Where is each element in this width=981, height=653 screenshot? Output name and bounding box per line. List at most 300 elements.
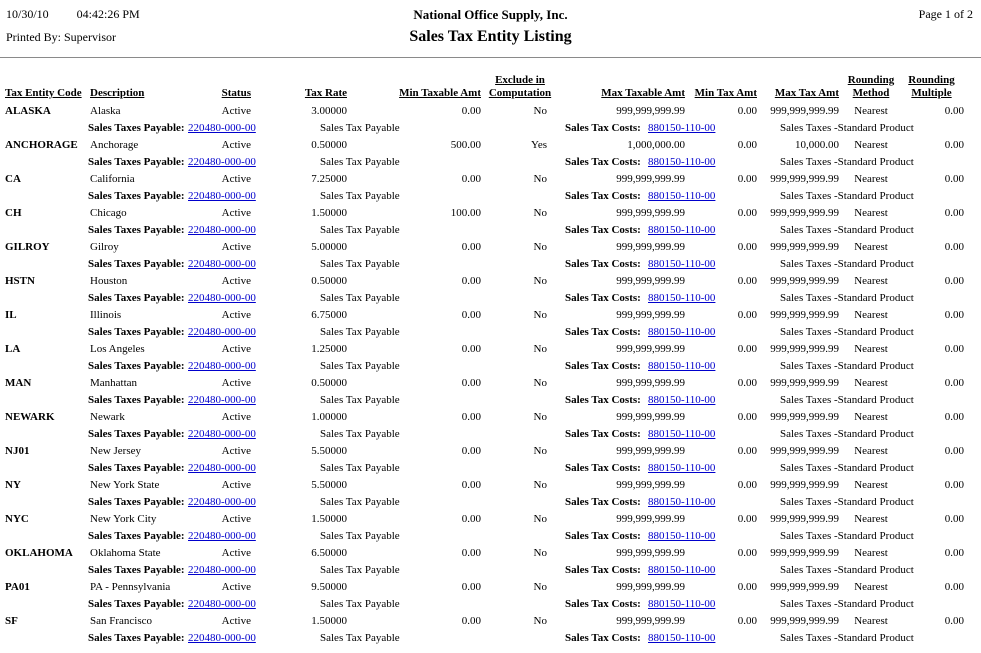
entity-max-tax-amt: 999,999,999.99 (770, 513, 839, 525)
account-row (0, 189, 981, 205)
sales-tax-costs-label: Sales Tax Costs: (565, 564, 641, 576)
costs-account-link[interactable]: 880150-110-00 (648, 496, 716, 508)
payable-account-description: Sales Tax Payable (320, 394, 400, 406)
entity-tax-rate: 3.00000 (311, 105, 347, 117)
entity-rounding-multiple: 0.00 (944, 445, 964, 457)
costs-account-description: Sales Taxes -Standard Product (780, 190, 914, 202)
entity-code: NJ01 (5, 445, 30, 457)
entity-description: Houston (90, 275, 128, 287)
entity-tax-rate: 0.50000 (311, 377, 347, 389)
payable-account-link[interactable]: 220480-000-00 (188, 326, 256, 338)
entity-max-tax-amt: 999,999,999.99 (770, 207, 839, 219)
entity-max-tax-amt: 999,999,999.99 (770, 105, 839, 117)
entity-max-taxable-amt: 999,999,999.99 (616, 241, 685, 253)
entity-min-tax-amt: 0.00 (737, 275, 757, 287)
payable-account-link[interactable]: 220480-000-00 (188, 632, 256, 644)
costs-account-link[interactable]: 880150-110-00 (648, 428, 716, 440)
entity-min-taxable-amt: 0.00 (461, 547, 481, 559)
entity-min-taxable-amt: 0.00 (461, 445, 481, 457)
account-row (0, 495, 981, 511)
costs-account-description: Sales Taxes -Standard Product (780, 224, 914, 236)
entity-description: California (90, 173, 135, 185)
entity-min-taxable-amt: 0.00 (461, 581, 481, 593)
entity-row (0, 171, 981, 189)
entity-rounding-method: Nearest (854, 105, 888, 117)
sales-tax-costs-label: Sales Tax Costs: (565, 428, 641, 440)
entity-row (0, 205, 981, 223)
sales-tax-costs-label: Sales Tax Costs: (565, 632, 641, 644)
header-min-tax-amt: Min Tax Amt (694, 87, 757, 99)
entity-code: OKLAHOMA (5, 547, 73, 559)
costs-account-link[interactable]: 880150-110-00 (648, 564, 716, 576)
entity-tax-rate: 9.50000 (311, 581, 347, 593)
payable-account-link[interactable]: 220480-000-00 (188, 292, 256, 304)
costs-account-link[interactable]: 880150-110-00 (648, 190, 716, 202)
report-title: Sales Tax Entity Listing (409, 28, 572, 45)
table-body (0, 103, 981, 647)
entity-exclude-in-computation: No (533, 547, 547, 559)
entity-max-tax-amt: 999,999,999.99 (770, 479, 839, 491)
entity-min-taxable-amt: 0.00 (461, 173, 481, 185)
entity-min-tax-amt: 0.00 (737, 241, 757, 253)
payable-account-description: Sales Tax Payable (320, 224, 400, 236)
costs-account-link[interactable]: 880150-110-00 (648, 292, 716, 304)
entity-description: New York City (90, 513, 157, 525)
account-row (0, 359, 981, 375)
header-max-tax-amt: Max Tax Amt (774, 87, 839, 99)
company-name: National Office Supply, Inc. (413, 7, 568, 22)
costs-account-link[interactable]: 880150-110-00 (648, 462, 716, 474)
entity-code: CA (5, 173, 21, 185)
sales-taxes-payable-label: Sales Taxes Payable: (88, 190, 185, 202)
entity-min-tax-amt: 0.00 (737, 547, 757, 559)
entity-status: Active (221, 309, 251, 321)
entity-min-taxable-amt: 500.00 (450, 139, 481, 151)
entity-rounding-multiple: 0.00 (944, 309, 964, 321)
payable-account-description: Sales Tax Payable (320, 190, 400, 202)
header-description: Description (90, 87, 145, 99)
payable-account-description: Sales Tax Payable (320, 122, 400, 134)
payable-account-link[interactable]: 220480-000-00 (188, 122, 256, 134)
entity-rounding-method: Nearest (854, 411, 888, 423)
entity-max-tax-amt: 999,999,999.99 (770, 547, 839, 559)
entity-status: Active (221, 139, 251, 151)
entity-max-taxable-amt: 999,999,999.99 (616, 615, 685, 627)
costs-account-description: Sales Taxes -Standard Product (780, 292, 914, 304)
entity-exclude-in-computation: No (533, 343, 547, 355)
entity-description: San Francisco (90, 615, 153, 627)
payable-account-description: Sales Tax Payable (320, 258, 400, 270)
entity-rounding-multiple: 0.00 (944, 343, 964, 355)
costs-account-description: Sales Taxes -Standard Product (780, 156, 914, 168)
entity-rounding-method: Nearest (854, 343, 888, 355)
entity-rounding-multiple: 0.00 (944, 411, 964, 423)
report-date: 10/30/10 (6, 7, 49, 21)
payable-account-link[interactable]: 220480-000-00 (188, 258, 256, 270)
entity-max-tax-amt: 999,999,999.99 (770, 615, 839, 627)
entity-max-taxable-amt: 999,999,999.99 (616, 377, 685, 389)
entity-rounding-multiple: 0.00 (944, 479, 964, 491)
payable-account-link[interactable]: 220480-000-00 (188, 598, 256, 610)
entity-description: New York State (90, 479, 160, 491)
sales-tax-costs-label: Sales Tax Costs: (565, 224, 641, 236)
entity-max-tax-amt: 999,999,999.99 (770, 275, 839, 287)
payable-account-link[interactable]: 220480-000-00 (188, 496, 256, 508)
entity-code: MAN (5, 377, 32, 389)
entity-status: Active (221, 547, 251, 559)
entity-code: CH (5, 207, 22, 219)
entity-max-tax-amt: 999,999,999.99 (770, 581, 839, 593)
report-header-center (0, 7, 981, 46)
entity-tax-rate: 5.50000 (311, 479, 347, 491)
entity-status: Active (221, 377, 251, 389)
sales-taxes-payable-label: Sales Taxes Payable: (88, 428, 185, 440)
entity-row (0, 341, 981, 359)
entity-min-tax-amt: 0.00 (737, 105, 757, 117)
entity-min-tax-amt: 0.00 (737, 411, 757, 423)
account-row (0, 427, 981, 443)
entity-status: Active (221, 513, 251, 525)
sales-taxes-payable-label: Sales Taxes Payable: (88, 292, 185, 304)
header-rounding-multiple: Rounding Multiple (908, 74, 955, 99)
entity-rounding-multiple: 0.00 (944, 241, 964, 253)
costs-account-description: Sales Taxes -Standard Product (780, 428, 914, 440)
entity-exclude-in-computation: No (533, 309, 547, 321)
costs-account-description: Sales Taxes -Standard Product (780, 530, 914, 542)
costs-account-link[interactable]: 880150-110-00 (648, 598, 716, 610)
payable-account-link[interactable]: 220480-000-00 (188, 428, 256, 440)
entity-rounding-multiple: 0.00 (944, 615, 964, 627)
account-row (0, 461, 981, 477)
entity-exclude-in-computation: No (533, 275, 547, 287)
entity-description: Los Angeles (90, 343, 145, 355)
entity-rounding-multiple: 0.00 (944, 207, 964, 219)
entity-max-taxable-amt: 999,999,999.99 (616, 173, 685, 185)
account-row (0, 597, 981, 613)
entity-row (0, 137, 981, 155)
entity-rounding-multiple: 0.00 (944, 581, 964, 593)
sales-tax-costs-label: Sales Tax Costs: (565, 190, 641, 202)
sales-taxes-payable-label: Sales Taxes Payable: (88, 258, 185, 270)
entity-min-taxable-amt: 0.00 (461, 343, 481, 355)
entity-tax-rate: 1.50000 (311, 513, 347, 525)
costs-account-link[interactable]: 880150-110-00 (648, 394, 716, 406)
entity-code: SF (5, 615, 18, 627)
entity-min-tax-amt: 0.00 (737, 513, 757, 525)
entity-tax-rate: 1.25000 (311, 343, 347, 355)
account-row (0, 563, 981, 579)
entity-code: NY (5, 479, 21, 491)
entity-row (0, 613, 981, 631)
header-rounding-method: Rounding Method (847, 74, 895, 99)
entity-tax-rate: 6.75000 (311, 309, 347, 321)
entity-code: NEWARK (5, 411, 55, 423)
entity-status: Active (221, 207, 251, 219)
entity-exclude-in-computation: No (533, 513, 547, 525)
sales-taxes-payable-label: Sales Taxes Payable: (88, 564, 185, 576)
costs-account-link[interactable]: 880150-110-00 (648, 632, 716, 644)
costs-account-link[interactable]: 880150-110-00 (648, 122, 716, 134)
entity-description: PA - Pennsylvania (90, 581, 171, 593)
entity-min-taxable-amt: 0.00 (461, 241, 481, 253)
printed-by: Printed By: Supervisor (6, 30, 116, 44)
entity-rounding-multiple: 0.00 (944, 105, 964, 117)
costs-account-link[interactable]: 880150-110-00 (648, 360, 716, 372)
entity-exclude-in-computation: No (533, 105, 547, 117)
costs-account-description: Sales Taxes -Standard Product (780, 360, 914, 372)
payable-account-description: Sales Tax Payable (320, 598, 400, 610)
entity-rounding-method: Nearest (854, 445, 888, 457)
payable-account-link[interactable]: 220480-000-00 (188, 360, 256, 372)
payable-account-link[interactable]: 220480-000-00 (188, 394, 256, 406)
entity-row (0, 375, 981, 393)
costs-account-description: Sales Taxes -Standard Product (780, 122, 914, 134)
entity-status: Active (221, 479, 251, 491)
entity-status: Active (221, 275, 251, 287)
header-status: Status (221, 87, 251, 99)
entity-min-tax-amt: 0.00 (737, 139, 757, 151)
sales-taxes-payable-label: Sales Taxes Payable: (88, 326, 185, 338)
entity-status: Active (221, 581, 251, 593)
payable-account-description: Sales Tax Payable (320, 530, 400, 542)
sales-taxes-payable-label: Sales Taxes Payable: (88, 394, 185, 406)
entity-tax-rate: 0.50000 (311, 275, 347, 287)
entity-min-tax-amt: 0.00 (737, 479, 757, 491)
entity-exclude-in-computation: No (533, 241, 547, 253)
entity-min-tax-amt: 0.00 (737, 445, 757, 457)
payable-account-description: Sales Tax Payable (320, 564, 400, 576)
entity-tax-rate: 6.50000 (311, 547, 347, 559)
sales-taxes-payable-label: Sales Taxes Payable: (88, 156, 185, 168)
costs-account-link[interactable]: 880150-110-00 (648, 530, 716, 542)
sales-tax-costs-label: Sales Tax Costs: (565, 496, 641, 508)
entity-max-taxable-amt: 999,999,999.99 (616, 581, 685, 593)
entity-min-tax-amt: 0.00 (737, 581, 757, 593)
entity-max-tax-amt: 999,999,999.99 (770, 241, 839, 253)
entity-code: HSTN (5, 275, 35, 287)
entity-rounding-method: Nearest (854, 275, 888, 287)
sales-taxes-payable-label: Sales Taxes Payable: (88, 530, 185, 542)
entity-tax-rate: 1.00000 (311, 411, 347, 423)
entity-max-taxable-amt: 999,999,999.99 (616, 343, 685, 355)
entity-min-tax-amt: 0.00 (737, 343, 757, 355)
entity-min-taxable-amt: 0.00 (461, 513, 481, 525)
payable-account-link[interactable]: 220480-000-00 (188, 530, 256, 542)
costs-account-description: Sales Taxes -Standard Product (780, 258, 914, 270)
entity-status: Active (221, 343, 251, 355)
report-header (0, 0, 981, 58)
header-tax-entity-code: Tax Entity Code (5, 87, 82, 99)
page-number: Page 1 of 2 (918, 7, 973, 21)
costs-account-description: Sales Taxes -Standard Product (780, 462, 914, 474)
entity-rounding-multiple: 0.00 (944, 173, 964, 185)
entity-exclude-in-computation: No (533, 581, 547, 593)
entity-rounding-method: Nearest (854, 241, 888, 253)
entity-rounding-method: Nearest (854, 479, 888, 491)
costs-account-description: Sales Taxes -Standard Product (780, 394, 914, 406)
sales-taxes-payable-label: Sales Taxes Payable: (88, 360, 185, 372)
entity-row (0, 477, 981, 495)
payable-account-link[interactable]: 220480-000-00 (188, 462, 256, 474)
sales-tax-costs-label: Sales Tax Costs: (565, 394, 641, 406)
entity-rounding-method: Nearest (854, 139, 888, 151)
entity-min-taxable-amt: 0.00 (461, 275, 481, 287)
account-row (0, 257, 981, 273)
entity-min-taxable-amt: 0.00 (461, 309, 481, 321)
entity-code: IL (5, 309, 17, 321)
entity-description: Alaska (90, 105, 121, 117)
sales-tax-costs-label: Sales Tax Costs: (565, 462, 641, 474)
payable-account-description: Sales Tax Payable (320, 156, 400, 168)
report-time: 04:42:26 PM (76, 7, 140, 21)
entity-min-tax-amt: 0.00 (737, 377, 757, 389)
account-row (0, 155, 981, 171)
entity-row (0, 103, 981, 121)
sales-tax-costs-label: Sales Tax Costs: (565, 360, 641, 372)
sales-tax-costs-label: Sales Tax Costs: (565, 258, 641, 270)
entity-max-taxable-amt: 999,999,999.99 (616, 275, 685, 287)
entity-tax-rate: 1.50000 (311, 615, 347, 627)
payable-account-link[interactable]: 220480-000-00 (188, 564, 256, 576)
entity-row (0, 307, 981, 325)
entity-min-taxable-amt: 0.00 (461, 479, 481, 491)
entity-description: Newark (90, 411, 125, 423)
entity-row (0, 239, 981, 257)
entity-description: Illinois (90, 309, 122, 321)
costs-account-link[interactable]: 880150-110-00 (648, 326, 716, 338)
entity-code: NYC (5, 513, 29, 525)
entity-max-tax-amt: 999,999,999.99 (770, 343, 839, 355)
entity-max-taxable-amt: 999,999,999.99 (616, 105, 685, 117)
costs-account-description: Sales Taxes -Standard Product (780, 496, 914, 508)
entity-tax-rate: 5.50000 (311, 445, 347, 457)
entity-min-taxable-amt: 0.00 (461, 615, 481, 627)
entity-min-tax-amt: 0.00 (737, 615, 757, 627)
payable-account-description: Sales Tax Payable (320, 632, 400, 644)
account-row (0, 393, 981, 409)
entity-code: ANCHORAGE (5, 139, 78, 151)
account-row (0, 121, 981, 137)
account-row (0, 325, 981, 341)
costs-account-description: Sales Taxes -Standard Product (780, 598, 914, 610)
payable-account-description: Sales Tax Payable (320, 462, 400, 474)
entity-exclude-in-computation: No (533, 445, 547, 457)
entity-status: Active (221, 241, 251, 253)
entity-exclude-in-computation: No (533, 615, 547, 627)
payable-account-link[interactable]: 220480-000-00 (188, 224, 256, 236)
entity-row (0, 511, 981, 529)
entity-row (0, 273, 981, 291)
entity-max-tax-amt: 999,999,999.99 (770, 173, 839, 185)
costs-account-link[interactable]: 880150-110-00 (648, 156, 716, 168)
entity-rounding-method: Nearest (854, 173, 888, 185)
entity-rounding-method: Nearest (854, 309, 888, 321)
sales-tax-costs-label: Sales Tax Costs: (565, 156, 641, 168)
payable-account-description: Sales Tax Payable (320, 292, 400, 304)
sales-tax-costs-label: Sales Tax Costs: (565, 326, 641, 338)
sales-tax-costs-label: Sales Tax Costs: (565, 530, 641, 542)
entity-max-taxable-amt: 999,999,999.99 (616, 547, 685, 559)
entity-row (0, 409, 981, 427)
entity-max-taxable-amt: 999,999,999.99 (616, 513, 685, 525)
entity-status: Active (221, 445, 251, 457)
payable-account-link[interactable]: 220480-000-00 (188, 190, 256, 202)
entity-exclude-in-computation: No (533, 207, 547, 219)
costs-account-description: Sales Taxes -Standard Product (780, 632, 914, 644)
entity-max-taxable-amt: 1,000,000.00 (627, 139, 685, 151)
entity-exclude-in-computation: No (533, 377, 547, 389)
header-min-taxable-amt: Min Taxable Amt (399, 87, 481, 99)
entity-status: Active (221, 411, 251, 423)
entity-row (0, 545, 981, 563)
entity-rounding-multiple: 0.00 (944, 513, 964, 525)
sales-tax-costs-label: Sales Tax Costs: (565, 292, 641, 304)
entity-min-taxable-amt: 100.00 (450, 207, 481, 219)
sales-taxes-payable-label: Sales Taxes Payable: (88, 122, 185, 134)
entity-code: GILROY (5, 241, 50, 253)
sales-taxes-payable-label: Sales Taxes Payable: (88, 462, 185, 474)
entity-rounding-multiple: 0.00 (944, 139, 964, 151)
entity-tax-rate: 7.25000 (311, 173, 347, 185)
entity-max-taxable-amt: 999,999,999.99 (616, 479, 685, 491)
entity-status: Active (221, 173, 251, 185)
entity-exclude-in-computation: No (533, 479, 547, 491)
entity-rounding-method: Nearest (854, 207, 888, 219)
sales-taxes-payable-label: Sales Taxes Payable: (88, 224, 185, 236)
entity-rounding-method: Nearest (854, 377, 888, 389)
entity-max-tax-amt: 999,999,999.99 (770, 411, 839, 423)
sales-taxes-payable-label: Sales Taxes Payable: (88, 496, 185, 508)
entity-min-tax-amt: 0.00 (737, 207, 757, 219)
entity-min-tax-amt: 0.00 (737, 309, 757, 321)
entity-description: Chicago (90, 207, 127, 219)
costs-account-link[interactable]: 880150-110-00 (648, 258, 716, 270)
payable-account-description: Sales Tax Payable (320, 496, 400, 508)
payable-account-link[interactable]: 220480-000-00 (188, 156, 256, 168)
header-max-taxable-amt: Max Taxable Amt (601, 87, 685, 99)
sales-taxes-payable-label: Sales Taxes Payable: (88, 598, 185, 610)
entity-tax-rate: 1.50000 (311, 207, 347, 219)
entity-exclude-in-computation: Yes (530, 139, 547, 151)
account-row (0, 631, 981, 647)
entity-max-tax-amt: 999,999,999.99 (770, 377, 839, 389)
header-exclude-in-computation: Exclude in Computation (488, 74, 552, 99)
entity-tax-rate: 0.50000 (311, 139, 347, 151)
entity-min-taxable-amt: 0.00 (461, 105, 481, 117)
entity-max-tax-amt: 999,999,999.99 (770, 445, 839, 457)
entity-rounding-method: Nearest (854, 513, 888, 525)
entity-exclude-in-computation: No (533, 173, 547, 185)
entity-description: Gilroy (90, 241, 119, 253)
entity-max-tax-amt: 999,999,999.99 (770, 309, 839, 321)
entity-status: Active (221, 105, 251, 117)
costs-account-description: Sales Taxes -Standard Product (780, 564, 914, 576)
entity-code: ALASKA (5, 105, 51, 117)
payable-account-description: Sales Tax Payable (320, 326, 400, 338)
entity-rounding-method: Nearest (854, 547, 888, 559)
entity-min-taxable-amt: 0.00 (461, 377, 481, 389)
entity-code: LA (5, 343, 21, 355)
entity-min-taxable-amt: 0.00 (461, 411, 481, 423)
entity-max-taxable-amt: 999,999,999.99 (616, 309, 685, 321)
entity-status: Active (221, 615, 251, 627)
entity-rounding-multiple: 0.00 (944, 377, 964, 389)
account-row (0, 529, 981, 545)
entity-max-taxable-amt: 999,999,999.99 (616, 411, 685, 423)
header-tax-rate: Tax Rate (304, 87, 347, 99)
costs-account-link[interactable]: 880150-110-00 (648, 224, 716, 236)
account-row (0, 291, 981, 307)
